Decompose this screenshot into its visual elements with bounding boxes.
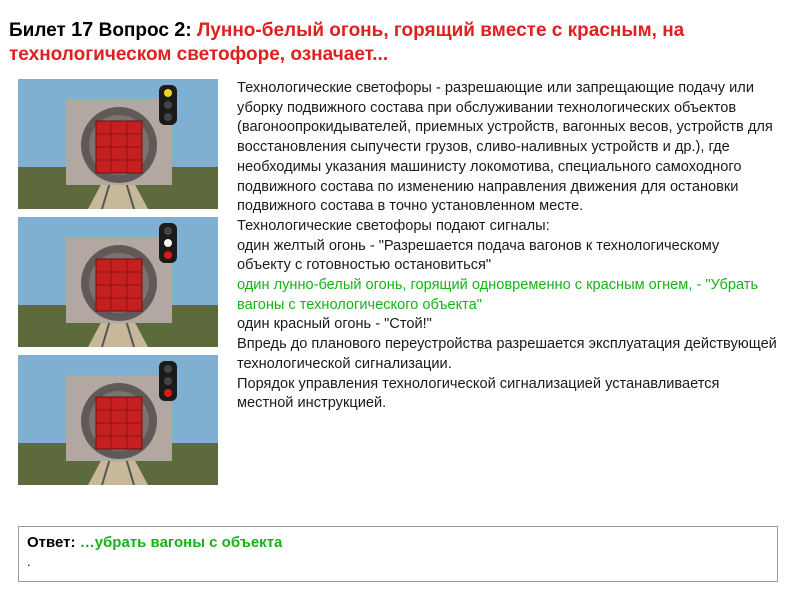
- answer-line: [27, 533, 769, 553]
- signals-intro: Технологические светофоры подают сигналы:: [237, 217, 550, 234]
- traffic-signal: [159, 361, 177, 401]
- transition-paragraph: Впредь до планового переустройства разрешается эксплуатация действующей технологической сигнализации.: [237, 336, 777, 372]
- white-red-signal-text: один лунно-белый огонь, горящий одновременно с красным огнем, - "Убрать вагоны с технологического объекта": [237, 277, 759, 313]
- signal-lamp-bottom: [164, 113, 172, 121]
- red-wagon: [96, 121, 142, 173]
- signal-lamp-middle: [164, 377, 172, 385]
- answer-box: [18, 526, 778, 582]
- signal-lamp-top: [164, 365, 172, 373]
- answer-value: …убрать вагоны с объекта: [79, 534, 283, 551]
- explanation-text: [237, 79, 777, 414]
- signal-lamp-middle: [164, 239, 172, 247]
- signal-lamp-top: [164, 227, 172, 235]
- ticket-label: Билет: [9, 20, 66, 41]
- answer-dot: .: [27, 554, 31, 569]
- red-wagon: [96, 397, 142, 449]
- red-signal-text: один красный огонь - "Стой!": [237, 316, 432, 333]
- signal-lamp-bottom: [164, 251, 172, 259]
- signal-illustrations: [18, 79, 218, 493]
- red-wagon: [96, 259, 142, 311]
- slide-title: Билет 17 Вопрос 2: Лунно-белый огонь, горящий вместе с красным, на технологическом светофоре, означает...: [9, 19, 685, 65]
- question-label: Вопрос: [98, 20, 169, 41]
- signal-lamp-middle: [164, 101, 172, 109]
- signal-lamp-bottom: [164, 389, 172, 397]
- question-text: Лунно-белый огонь, горящий вместе с красным, на технологическом светофоре, означает...: [9, 20, 685, 65]
- yellow-signal-text: один желтый огонь - "Разрешается подача вагонов к технологическому объекту с готовностью остановиться": [237, 237, 720, 274]
- traffic-signal: [159, 223, 177, 263]
- answer-label: Ответ:: [27, 534, 76, 551]
- signal-lamp-top: [164, 89, 172, 97]
- signal-white-red-illustration: [18, 217, 218, 347]
- procedure-paragraph: Порядок управления технологической сигнализацией устанавливается местной инструкцией.: [237, 375, 720, 412]
- definition-paragraph: Технологические светофоры - разрешающие или запрещающие подачу или уборку подвижного состава при обслуживании технологических объектов (вагоноопрокидывателей, приемных устройств, вагонных весов, устройств для восстановления сыпучести грузов, сливо-наливных устройств и др.), где необходимы указания машинисту локомотива, специального самоходного подвижного состава по изменению направления движения для остановки подвижного состава в точно установленном месте.: [237, 80, 773, 215]
- signal-yellow-illustration: [18, 79, 218, 209]
- question-number: 2: [174, 19, 186, 41]
- signal-red-illustration: [18, 355, 218, 485]
- ticket-number: 17: [71, 19, 94, 41]
- traffic-signal: [159, 85, 177, 125]
